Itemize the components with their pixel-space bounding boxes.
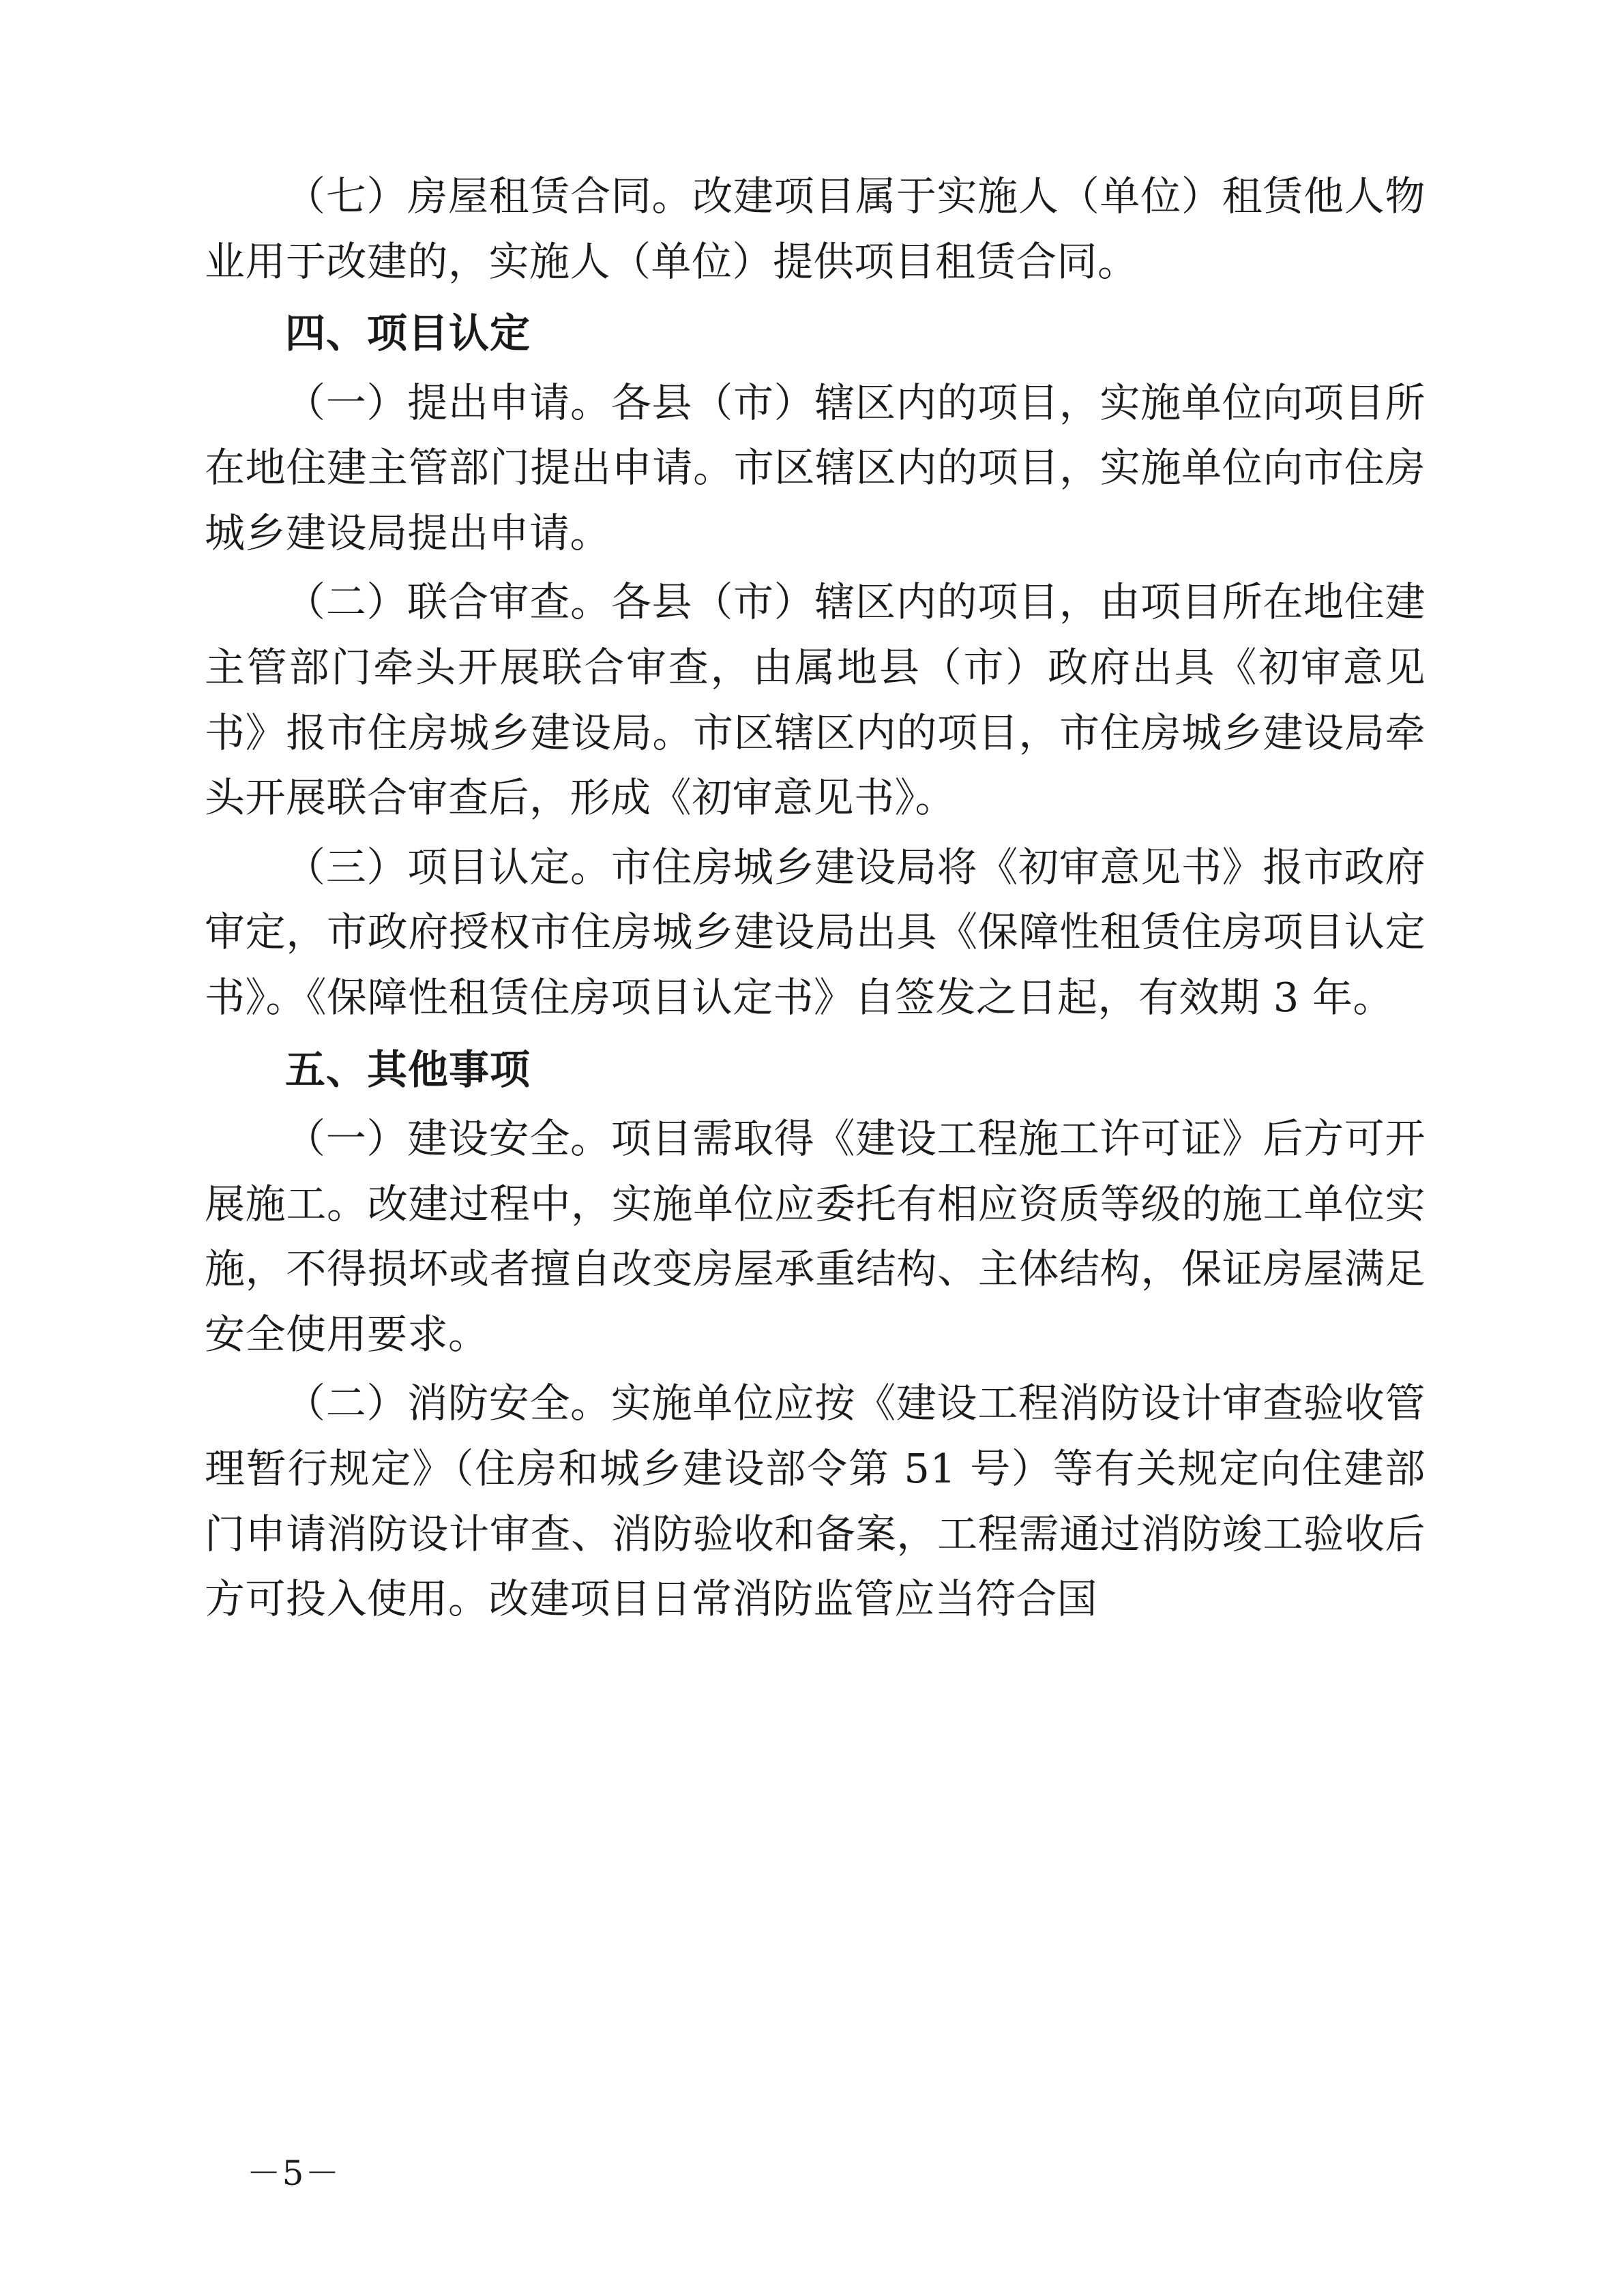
- para-item-3-project-recognition: （三）项目认定。市住房城乡建设局将《初审意见书》报市政府审定，市政府授权市住房城乡建设局出具《保障性租赁住房项目认定书》。《保障性租赁住房项目认定书》自签发之日起，有效期 3 年。: [205, 843, 1426, 1021]
- para-item-2-fire-safety: （二）消防安全。实施单位应按《建设工程消防设计审查验收管理暂行规定》（住房和城乡建设部令第 51 号）等有关规定向住建部门申请消防设计审查、消防验收和备案，工程需通过消防竣工验收后方可投入使用。改建项目日常消防监管应当符合国: [205, 1380, 1426, 1623]
- para-item-1-application: （一）提出申请。各县（市）辖区内的项目，实施单位向项目所在地住建主管部门提出申请。市区辖区内的项目，实施单位向市住房城乡建设局提出申请。: [205, 378, 1426, 556]
- page-number-label: －5－: [246, 2153, 341, 2193]
- para-item-1-construction-safety: （一）建设安全。项目需取得《建设工程施工许可证》后方可开展施工。改建过程中，实施单位应委托有相应资质等级的施工单位实施，不得损坏或者擅自改变房屋承重结构、主体结构，保证房屋满足安全使用要求。: [205, 1115, 1426, 1358]
- para-item-2-joint-review: （二）联合审查。各县（市）辖区内的项目，由项目所在地住建主管部门牵头开展联合审查，由属地县（市）政府出具《初审意见书》报市住房城乡建设局。市区辖区内的项目，市住房城乡建设局牵头开展联合审查后，形成《初审意见书》。: [205, 578, 1426, 822]
- para-item-7-lease-contract: （七）房屋租赁合同。改建项目属于实施人（单位）租赁他人物业用于改建的，实施人（单位）提供项目租赁合同。: [205, 173, 1426, 285]
- document-body: [205, 164, 1426, 1632]
- heading-section-four: 四、项目认定: [285, 310, 531, 357]
- page-number: [0, 2146, 1624, 2195]
- heading-section-five: 五、其他事项: [285, 1045, 531, 1093]
